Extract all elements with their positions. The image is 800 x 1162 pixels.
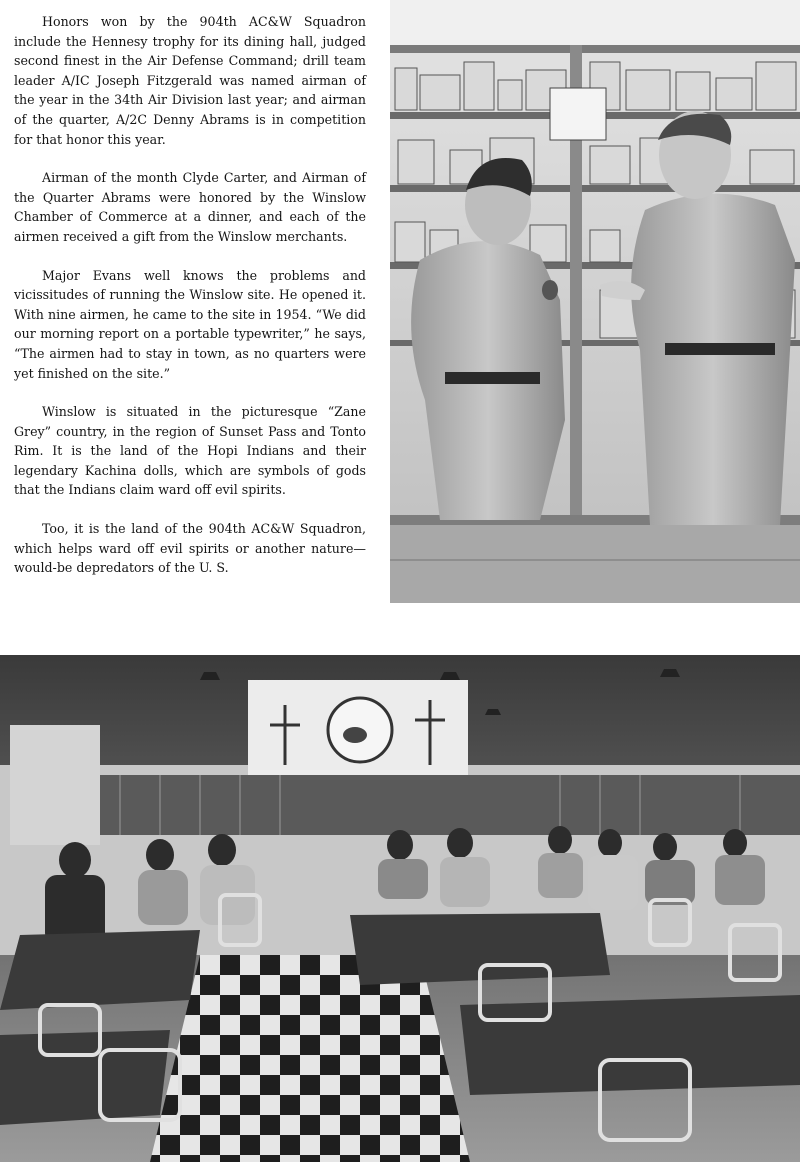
article-paragraph: Too, it is the land of the 904th AC&W Squadron, which helps ward off evil spirits or another nature—would-be depredators of the U. S. xyxy=(14,521,366,576)
article-paragraph: Airman of the month Clyde Carter, and Airman of the Quarter Abrams were honored by the Winslow Chamber of Commerce at a dinner, and each of the airmen received a gift from the Winslow merchants. xyxy=(14,170,366,244)
article-paragraph: Honors won by the 904th AC&W Squadron include the Hennesy trophy for its dining hall, judged second finest in the Air Defense Command; drill team leader A/IC Joseph Fitzgerald was named airman of the year in the 34th Air Division last year; and airman of the quarter, A/2C Denny Abrams is in competition for that honor this year. xyxy=(14,14,366,147)
photo-dining-hall xyxy=(0,655,800,1162)
article-paragraph: Major Evans well knows the problems and vicissitudes of running the Winslow site. He opened it. With nine airmen, he came to the site in 1954. “We did our morning report on a portable typewriter,” he says, “The airmen had to stay in town, as no quarters were yet finished on the site.” xyxy=(14,267,366,381)
photo-airmen-at-store xyxy=(390,0,800,603)
article-paragraph: Winslow is situated in the picturesque “Zane Grey” country, in the region of Sunset Pass and Tonto Rim. It is the land of the Hopi Indians and their legendary Kachina dolls, which are symbols of gods that the Indians claim ward off evil spirits. xyxy=(14,404,366,498)
article-text xyxy=(14,12,366,578)
